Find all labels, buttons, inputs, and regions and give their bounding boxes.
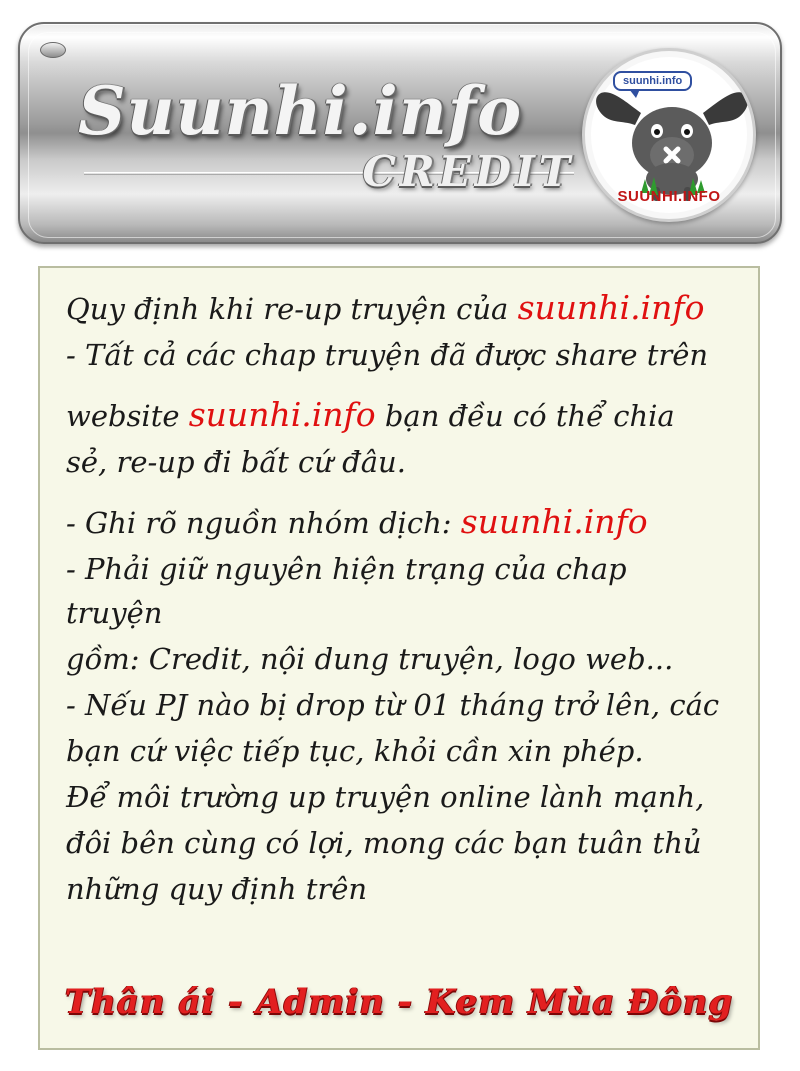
brand-name: suunhi.info xyxy=(188,395,376,434)
rule-line-10: Để môi trường up truyện online lành mạnh, xyxy=(66,780,705,814)
page-title: Suunhi.info xyxy=(78,72,523,150)
rule-line-4: sẻ, re-up đi bất cứ đâu. xyxy=(66,445,406,479)
rule-line-12: những quy định trên xyxy=(66,872,368,906)
brand-name: suunhi.info xyxy=(517,288,705,327)
rule-line-11: đôi bên cùng có lợi, mong các bạn tuân thủ xyxy=(66,826,702,860)
rule-line-5 xyxy=(66,500,732,545)
brand-name: suunhi.info xyxy=(460,502,648,541)
header-banner xyxy=(18,22,782,244)
rule-line-1 xyxy=(66,286,732,331)
screw-icon xyxy=(40,42,66,58)
site-logo xyxy=(582,48,756,222)
rule-line-3 xyxy=(66,393,732,438)
rule-line-7: gồm: Credit, nội dung truyện, logo web... xyxy=(66,642,674,676)
signature: Thân ái - Admin - Kem Mùa Đông xyxy=(64,982,734,1022)
rule-line-5-text: - Ghi rõ nguồn nhóm dịch: xyxy=(66,506,461,540)
logo-caption: SUUNHI.INFO xyxy=(617,188,721,205)
rule-line-3-tail: bạn đều có thể chia xyxy=(375,399,675,433)
rule-line-6: - Phải giữ nguyên hiện trạng của chap truyện xyxy=(66,552,627,630)
logo-speech-bubble: suunhi.info xyxy=(613,71,692,91)
rule-line-8: - Nếu PJ nào bị drop từ 01 tháng trở lên, các xyxy=(66,688,720,722)
rule-line-9: bạn cứ việc tiếp tục, khỏi cần xin phép. xyxy=(66,734,644,768)
rule-line-2: - Tất cả các chap truyện đã được share trên xyxy=(66,338,709,372)
credit-rules-panel xyxy=(38,266,760,1050)
rule-line-1-text: Quy định khi re-up truyện của xyxy=(66,292,518,326)
section-label: CREDIT xyxy=(362,147,574,196)
rules-text xyxy=(66,286,732,911)
rule-line-3-text: website xyxy=(66,399,189,433)
